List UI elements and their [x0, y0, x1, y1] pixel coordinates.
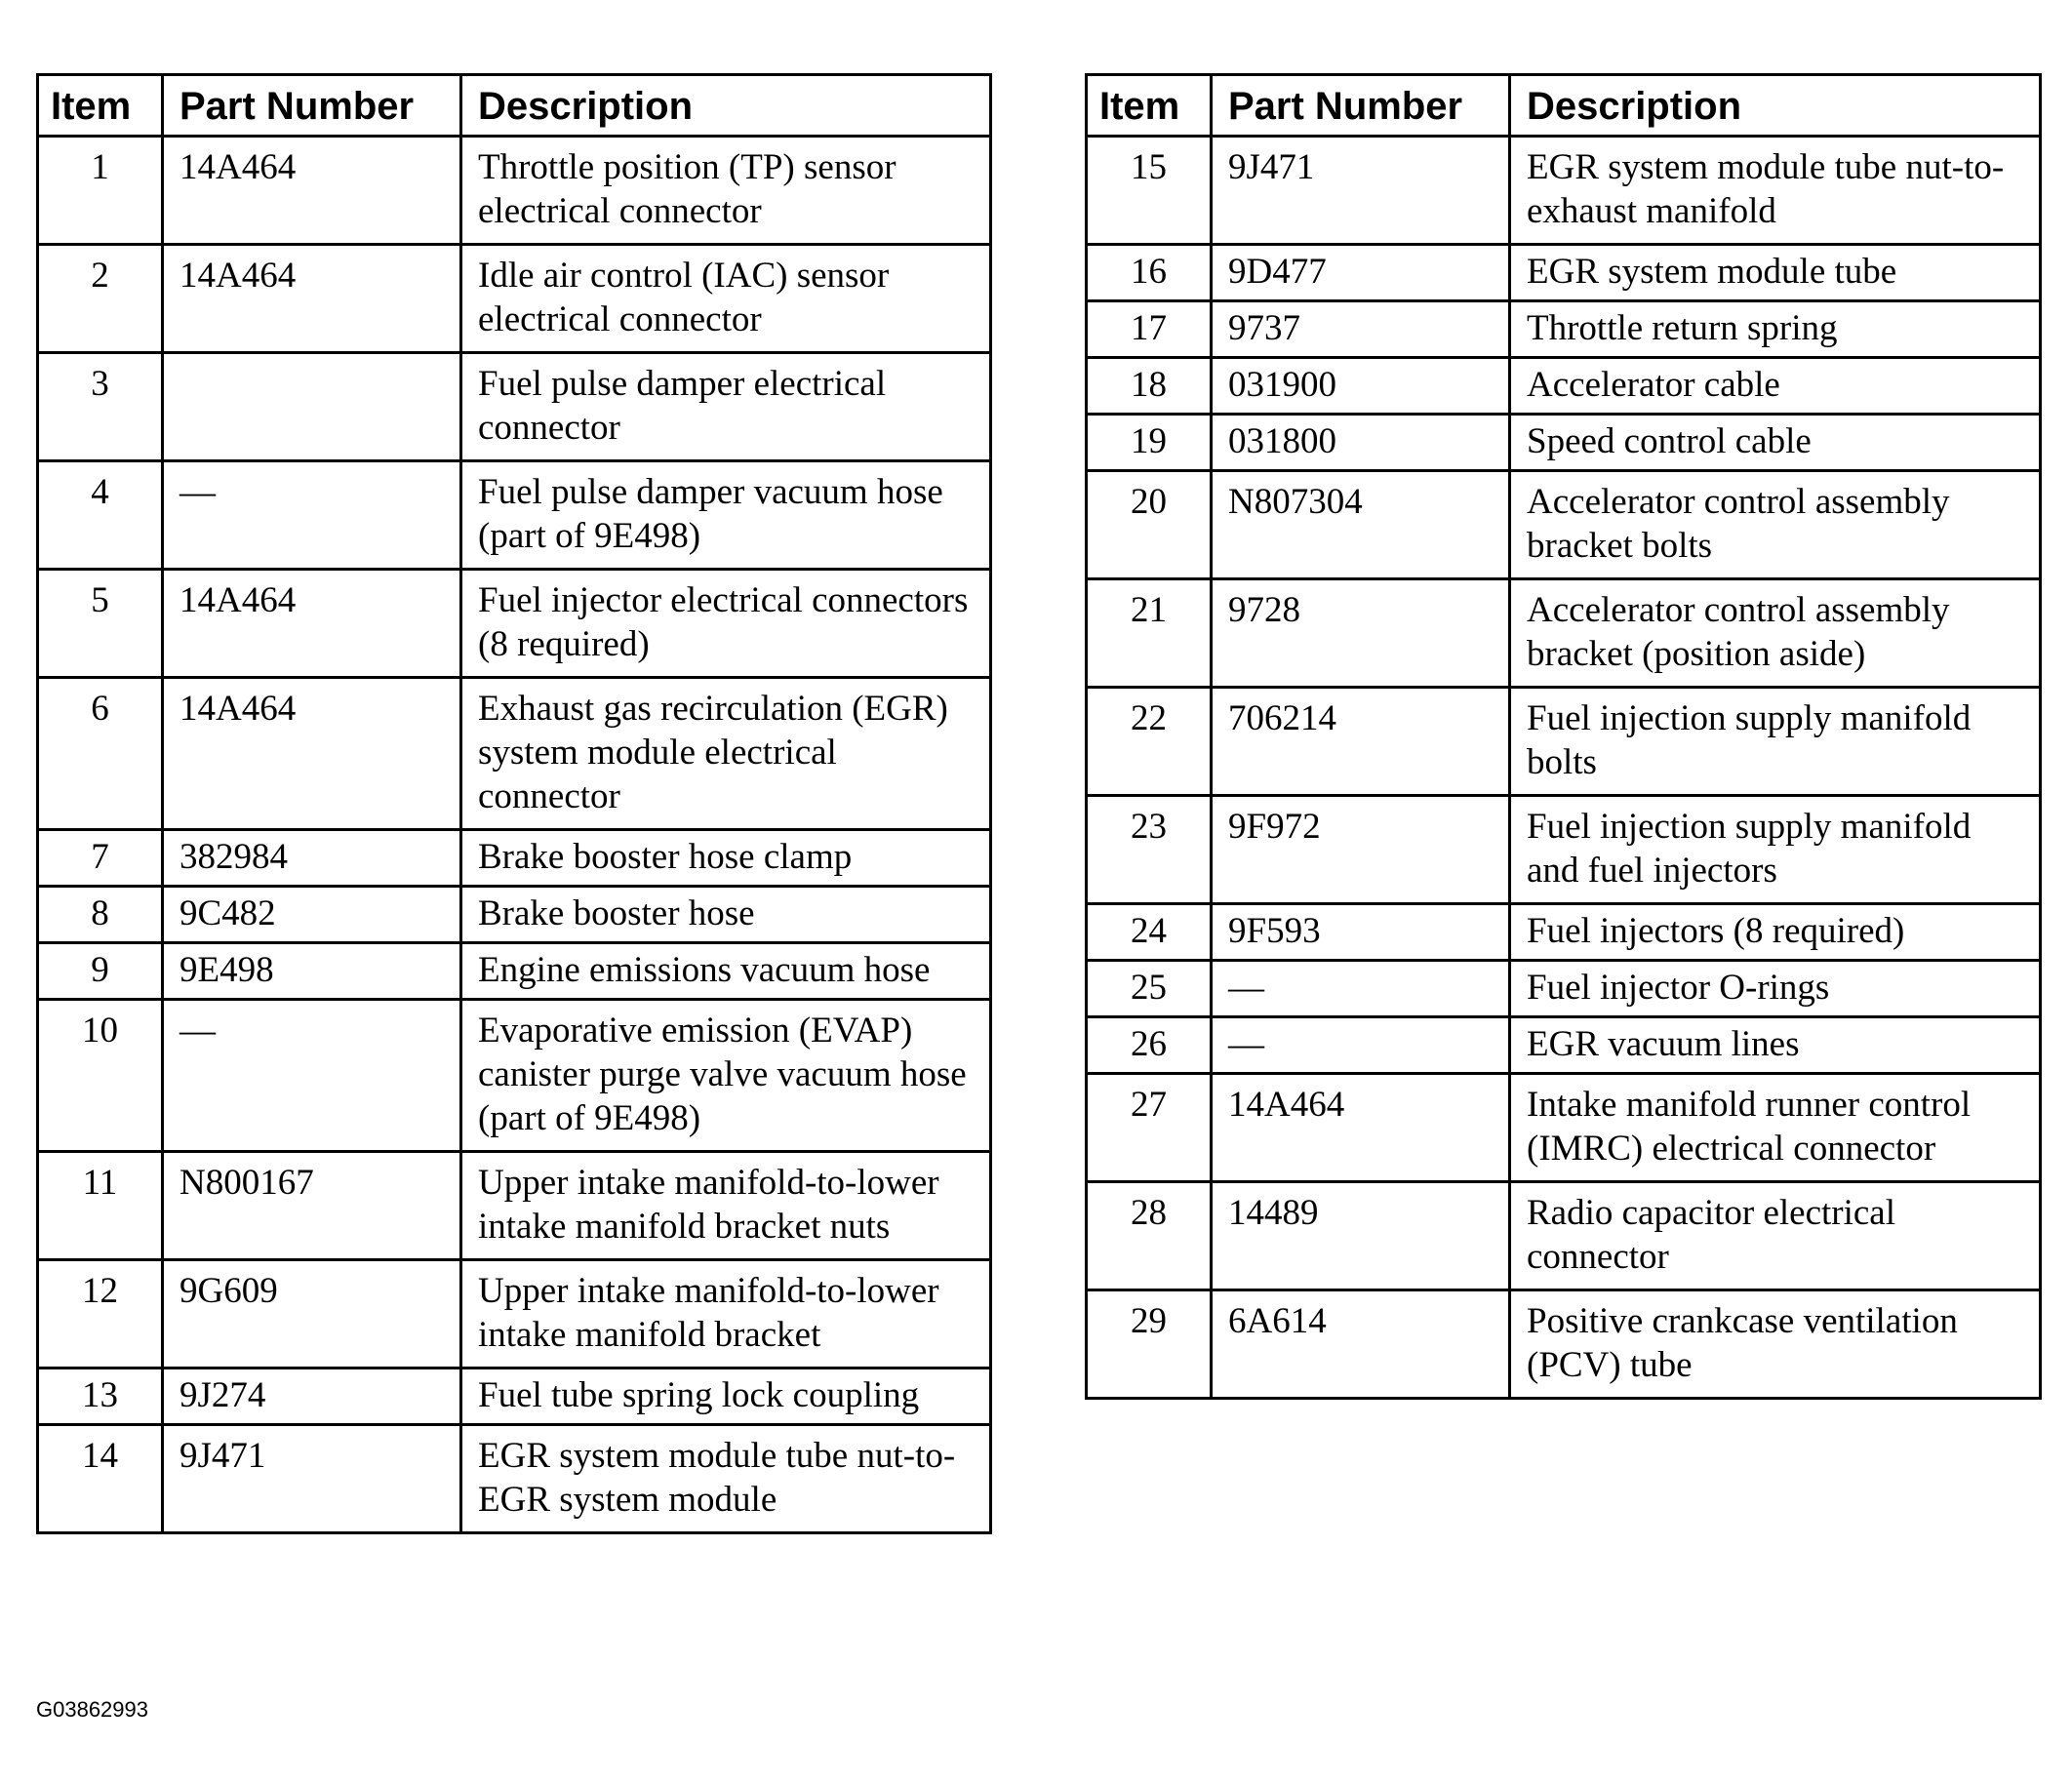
- description-cell: Accelerator control assembly bracket (position aside): [1510, 579, 2041, 688]
- description-cell: EGR vacuum lines: [1510, 1017, 2041, 1074]
- table-row: [1087, 904, 2041, 961]
- part-number-cell: 9D477: [1212, 245, 1510, 301]
- table-row: [38, 1152, 991, 1260]
- part-number-cell: 14A464: [163, 678, 461, 830]
- part-number-cell: —: [1212, 1017, 1510, 1074]
- table-row: [38, 887, 991, 943]
- table-row: [1087, 358, 2041, 415]
- figure-id: G03862993: [36, 1697, 148, 1722]
- description-cell: Engine emissions vacuum hose: [461, 943, 991, 1000]
- part-number-cell: [163, 353, 461, 461]
- item-cell: 25: [1087, 961, 1212, 1017]
- part-number-cell: 9C482: [163, 887, 461, 943]
- description-cell: Brake booster hose: [461, 887, 991, 943]
- item-cell: 5: [38, 570, 163, 678]
- table-row: [1087, 415, 2041, 471]
- item-cell: 4: [38, 461, 163, 570]
- table-row: [1087, 796, 2041, 904]
- description-cell: Accelerator cable: [1510, 358, 2041, 415]
- description-cell: Fuel injection supply manifold and fuel injectors: [1510, 796, 2041, 904]
- header-row: [1087, 75, 2041, 137]
- table-body: [1087, 137, 2041, 1399]
- part-number-cell: 9J471: [1212, 137, 1510, 245]
- table-row: [38, 678, 991, 830]
- item-cell: 9: [38, 943, 163, 1000]
- item-cell: 20: [1087, 471, 1212, 579]
- parts-table-right: [1085, 73, 2042, 1400]
- column-header-item: Item: [38, 75, 163, 137]
- part-number-cell: —: [163, 461, 461, 570]
- column-header-item: Item: [1087, 75, 1212, 137]
- part-number-cell: 9J471: [163, 1425, 461, 1533]
- item-cell: 27: [1087, 1074, 1212, 1182]
- item-cell: 21: [1087, 579, 1212, 688]
- table-row: [38, 137, 991, 245]
- part-number-cell: 14489: [1212, 1182, 1510, 1290]
- item-cell: 18: [1087, 358, 1212, 415]
- part-number-cell: N807304: [1212, 471, 1510, 579]
- item-cell: 6: [38, 678, 163, 830]
- table-row: [1087, 245, 2041, 301]
- part-number-cell: 6A614: [1212, 1290, 1510, 1399]
- item-cell: 7: [38, 830, 163, 887]
- item-cell: 24: [1087, 904, 1212, 961]
- column-header-part-number: Part Number: [1212, 75, 1510, 137]
- item-cell: 14: [38, 1425, 163, 1533]
- part-number-cell: 9J274: [163, 1368, 461, 1425]
- part-number-cell: 031800: [1212, 415, 1510, 471]
- table-row: [1087, 1074, 2041, 1182]
- item-cell: 16: [1087, 245, 1212, 301]
- item-cell: 23: [1087, 796, 1212, 904]
- table-body: [38, 137, 991, 1533]
- item-cell: 8: [38, 887, 163, 943]
- table-row: [1087, 961, 2041, 1017]
- item-cell: 15: [1087, 137, 1212, 245]
- description-cell: Upper intake manifold-to-lower intake manifold bracket: [461, 1260, 991, 1368]
- description-cell: Accelerator control assembly bracket bolts: [1510, 471, 2041, 579]
- table-row: [38, 353, 991, 461]
- table-row: [38, 1000, 991, 1152]
- column-header-description: Description: [461, 75, 991, 137]
- item-cell: 10: [38, 1000, 163, 1152]
- table-row: [38, 570, 991, 678]
- table-row: [1087, 1182, 2041, 1290]
- item-cell: 29: [1087, 1290, 1212, 1399]
- table-row: [1087, 301, 2041, 358]
- description-cell: Fuel injector electrical connectors (8 required): [461, 570, 991, 678]
- part-number-cell: 9F972: [1212, 796, 1510, 904]
- item-cell: 3: [38, 353, 163, 461]
- part-number-cell: 9737: [1212, 301, 1510, 358]
- description-cell: Radio capacitor electrical connector: [1510, 1182, 2041, 1290]
- part-number-cell: 14A464: [1212, 1074, 1510, 1182]
- description-cell: Intake manifold runner control (IMRC) electrical connector: [1510, 1074, 2041, 1182]
- part-number-cell: 9728: [1212, 579, 1510, 688]
- table-row: [1087, 1017, 2041, 1074]
- table-row: [1087, 471, 2041, 579]
- column-header-description: Description: [1510, 75, 2041, 137]
- part-number-cell: —: [1212, 961, 1510, 1017]
- description-cell: Exhaust gas recirculation (EGR) system module electrical connector: [461, 678, 991, 830]
- part-number-cell: 9G609: [163, 1260, 461, 1368]
- description-cell: Fuel pulse damper electrical connector: [461, 353, 991, 461]
- item-cell: 28: [1087, 1182, 1212, 1290]
- part-number-cell: 706214: [1212, 688, 1510, 796]
- table-row: [1087, 579, 2041, 688]
- part-number-cell: 9E498: [163, 943, 461, 1000]
- column-header-part-number: Part Number: [163, 75, 461, 137]
- part-number-cell: —: [163, 1000, 461, 1152]
- table-row: [1087, 137, 2041, 245]
- item-cell: 19: [1087, 415, 1212, 471]
- description-cell: Evaporative emission (EVAP) canister purge valve vacuum hose (part of 9E498): [461, 1000, 991, 1152]
- table-row: [38, 1425, 991, 1533]
- table-row: [38, 461, 991, 570]
- description-cell: Brake booster hose clamp: [461, 830, 991, 887]
- item-cell: 22: [1087, 688, 1212, 796]
- description-cell: Positive crankcase ventilation (PCV) tube: [1510, 1290, 2041, 1399]
- parts-table-left: [36, 73, 992, 1534]
- description-cell: Throttle position (TP) sensor electrical connector: [461, 137, 991, 245]
- table-row: [1087, 688, 2041, 796]
- part-number-cell: N800167: [163, 1152, 461, 1260]
- description-cell: EGR system module tube: [1510, 245, 2041, 301]
- description-cell: EGR system module tube nut-to-exhaust manifold: [1510, 137, 2041, 245]
- part-number-cell: 031900: [1212, 358, 1510, 415]
- description-cell: Fuel tube spring lock coupling: [461, 1368, 991, 1425]
- table-row: [38, 1368, 991, 1425]
- item-cell: 13: [38, 1368, 163, 1425]
- description-cell: Fuel pulse damper vacuum hose (part of 9E498): [461, 461, 991, 570]
- description-cell: Idle air control (IAC) sensor electrical connector: [461, 245, 991, 353]
- table-row: [38, 943, 991, 1000]
- item-cell: 17: [1087, 301, 1212, 358]
- description-cell: Speed control cable: [1510, 415, 2041, 471]
- part-number-cell: 9F593: [1212, 904, 1510, 961]
- item-cell: 1: [38, 137, 163, 245]
- item-cell: 26: [1087, 1017, 1212, 1074]
- table-row: [38, 1260, 991, 1368]
- part-number-cell: 14A464: [163, 137, 461, 245]
- header-row: [38, 75, 991, 137]
- part-number-cell: 382984: [163, 830, 461, 887]
- item-cell: 2: [38, 245, 163, 353]
- part-number-cell: 14A464: [163, 570, 461, 678]
- item-cell: 11: [38, 1152, 163, 1260]
- description-cell: Upper intake manifold-to-lower intake manifold bracket nuts: [461, 1152, 991, 1260]
- table-row: [38, 830, 991, 887]
- item-cell: 12: [38, 1260, 163, 1368]
- description-cell: Throttle return spring: [1510, 301, 2041, 358]
- description-cell: Fuel injector O-rings: [1510, 961, 2041, 1017]
- table-row: [1087, 1290, 2041, 1399]
- description-cell: EGR system module tube nut-to-EGR system module: [461, 1425, 991, 1533]
- description-cell: Fuel injection supply manifold bolts: [1510, 688, 2041, 796]
- table-row: [38, 245, 991, 353]
- part-number-cell: 14A464: [163, 245, 461, 353]
- description-cell: Fuel injectors (8 required): [1510, 904, 2041, 961]
